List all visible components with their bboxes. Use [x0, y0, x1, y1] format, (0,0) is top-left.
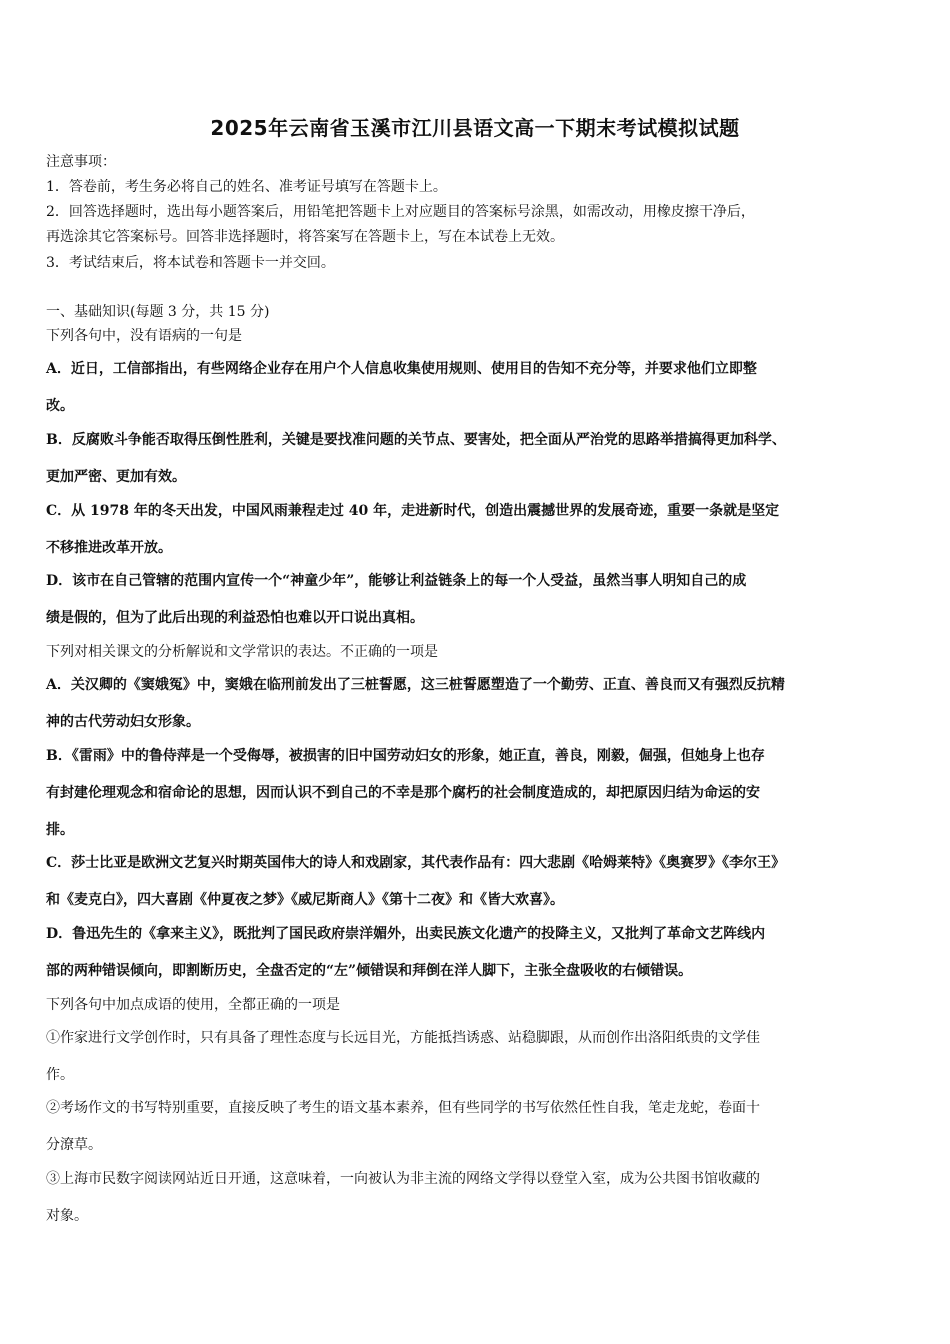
section-heading: 一、基础知识(每题 3 分，共 15 分)	[46, 304, 270, 320]
notice-item-2-line-1: 2．回答选择题时，选出每小题答案后，用铅笔把答题卡上对应题目的答案标号涂黑，如需改动，用橡皮擦干净后，	[46, 204, 755, 220]
q2-option-c-line-2: 和《麦克白》，四大喜剧《仲夏夜之梦》《威尼斯商人》《第十二夜》和《皆大欢喜》。	[46, 892, 564, 908]
q1-option-c-line-2: 不移推进改革开放。	[46, 540, 172, 556]
notice-item-1: 1．答卷前，考生务必将自己的姓名、准考证号填写在答题卡上。	[46, 179, 447, 195]
q3-stem: 下列各句中加点成语的使用，全都正确的一项是	[46, 997, 340, 1013]
q1-stem: 下列各句中，没有语病的一句是	[46, 328, 242, 344]
q3-sentence-2-line-2: 分潦草。	[46, 1137, 102, 1153]
notice-item-2-line-2: 再选涂其它答案标号。回答非选择题时，将答案写在答题卡上，写在本试卷上无效。	[46, 229, 564, 245]
q2-stem: 下列对相关课文的分析解说和文学常识的表达。不正确的一项是	[46, 644, 438, 660]
q2-option-b-line-1: B．《雷雨》中的鲁侍萍是一个受侮辱，被损害的旧中国劳动妇女的形象，她正直，善良，刚毅，倔强，但她身上也存	[46, 748, 765, 764]
q1-option-c-line-1: C．从 1978 年的冬天出发，中国风雨兼程走过 40 年，走进新时代，创造出震撼世界的发展奇迹，重要一条就是坚定	[46, 503, 780, 519]
q3-sentence-1-line-2: 作。	[46, 1067, 74, 1083]
q1-option-b-line-2: 更加严密、更加有效。	[46, 469, 186, 485]
q2-option-a-line-1: A．关汉卿的《窦娥冤》中，窦娥在临刑前发出了三桩誓愿，这三桩誓愿塑造了一个勤劳、正直、善良而又有强烈反抗精	[46, 677, 785, 693]
q2-option-a-line-2: 神的古代劳动妇女形象。	[46, 714, 200, 730]
q3-sentence-3-line-2: 对象。	[46, 1208, 88, 1224]
notice-heading: 注意事项：	[46, 154, 116, 170]
q1-option-d-line-2: 绩是假的，但为了此后出现的利益恐怕也难以开口说出真相。	[46, 610, 424, 626]
q2-option-d-line-2: 部的两种错误倾向，即割断历史，全盘否定的“左”倾错误和拜倒在洋人脚下，主张全盘吸收的右倾错误。	[46, 963, 693, 979]
q2-option-b-line-2: 有封建伦理观念和宿命论的思想，因而认识不到自己的不幸是那个腐朽的社会制度造成的，却把原因归结为命运的安	[46, 785, 760, 801]
page-title: 2025年云南省玉溪市江川县语文高一下期末考试模拟试题	[210, 116, 740, 140]
q3-sentence-1-line-1: ①作家进行文学创作时，只有具备了理性态度与长远目光，方能抵挡诱惑、站稳脚跟，从而创作出洛阳纸贵的文学佳	[46, 1030, 760, 1046]
q3-sentence-2-line-1: ②考场作文的书写特别重要，直接反映了考生的语文基本素养，但有些同学的书写依然任性自我，笔走龙蛇，卷面十	[46, 1100, 760, 1116]
notice-item-3: 3．考试结束后，将本试卷和答题卡一并交回。	[46, 255, 335, 271]
q2-option-b-line-3: 排。	[46, 822, 74, 838]
q1-option-d-line-1: D．该市在自己管辖的范围内宣传一个“神童少年”，能够让利益链条上的每一个人受益，虽然当事人明知自己的成	[46, 573, 747, 589]
q2-option-d-line-1: D．鲁迅先生的《拿来主义》，既批判了国民政府崇洋媚外，出卖民族文化遗产的投降主义，又批判了革命文艺阵线内	[46, 926, 766, 942]
q2-option-c-line-1: C．莎士比亚是欧洲文艺复兴时期英国伟大的诗人和戏剧家，其代表作品有：四大悲剧《哈姆莱特》《奥赛罗》《李尔王》	[46, 855, 786, 871]
q1-option-a-line-2: 改。	[46, 398, 74, 414]
q1-option-b-line-1: B．反腐败斗争能否取得压倒性胜利，关键是要找准问题的关节点、要害处，把全面从严治党的思路举措搞得更加科学、	[46, 432, 786, 448]
q3-sentence-3-line-1: ③上海市民数字阅读网站近日开通，这意味着，一向被认为非主流的网络文学得以登堂入室，成为公共图书馆收藏的	[46, 1171, 760, 1187]
q1-option-a-line-1: A．近日，工信部指出，有些网络企业存在用户个人信息收集使用规则、使用目的告知不充分等，并要求他们立即整	[46, 361, 757, 377]
